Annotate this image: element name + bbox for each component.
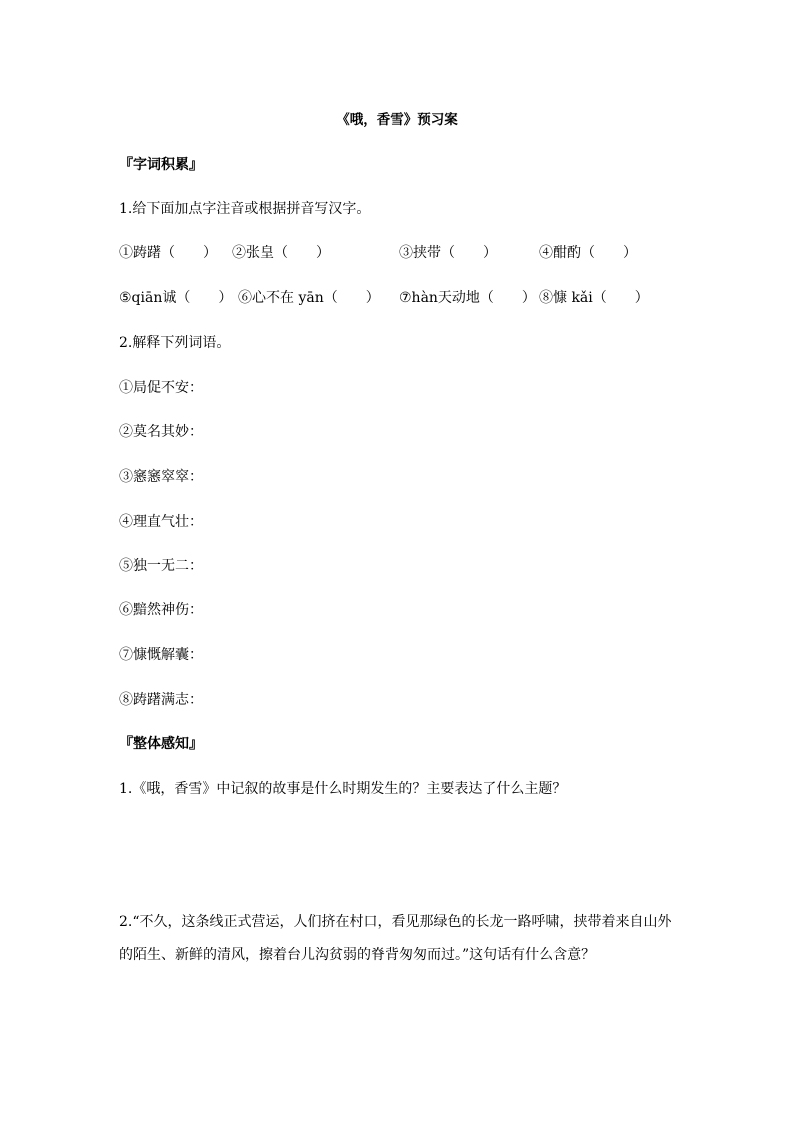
pinyin-item-1: ①踌躇（ ） xyxy=(119,245,217,261)
section-heading-vocab: 『字词积累』 xyxy=(119,157,203,173)
pinyin-item-5: ⑤qiān诚（ ） xyxy=(119,290,233,306)
pinyin-item-3: ③挟带（ ） xyxy=(399,245,497,261)
question-1-prompt: 1.给下面加点字注音或根据拼音写汉字。 xyxy=(119,201,371,217)
page-title: 《哦，香雪》预习案 xyxy=(336,112,458,128)
term-item-7: ⑦慷慨解囊： xyxy=(119,647,203,663)
term-item-3: ③窸窸窣窣： xyxy=(119,469,203,485)
pinyin-item-8: ⑧慷 kǎi（ ） xyxy=(539,290,649,306)
pinyin-item-6: ⑥心不在 yān（ ） xyxy=(238,290,380,306)
pinyin-item-7: ⑦hàn天动地（ ） xyxy=(399,290,536,306)
pinyin-item-2: ②张皇（ ） xyxy=(232,245,330,261)
pinyin-item-4: ④酣酌（ ） xyxy=(539,245,637,261)
section-heading-overall: 『整体感知』 xyxy=(119,736,203,752)
term-item-6: ⑥黯然神伤： xyxy=(119,602,203,618)
overall-question-2-line-2: 的陌生、新鲜的清风，擦着台儿沟贫弱的脊背匆匆而过。”这句话有什么含意？ xyxy=(119,947,596,963)
overall-question-1: 1.《哦，香雪》中记叙的故事是什么时期发生的？主要表达了什么主题？ xyxy=(119,781,567,797)
overall-question-2-line-1: 2.“不久，这条线正式营运，人们挤在村口，看见那绿色的长龙一路呼啸，挟带着来自山外 xyxy=(119,914,672,930)
term-item-1: ①局促不安： xyxy=(119,380,203,396)
term-item-2: ②莫名其妙： xyxy=(119,424,203,440)
term-item-5: ⑤独一无二： xyxy=(119,558,203,574)
question-2-prompt: 2.解释下列词语。 xyxy=(119,335,231,351)
term-item-8: ⑧踌躇满志： xyxy=(119,692,203,708)
term-item-4: ④理直气壮： xyxy=(119,514,203,530)
